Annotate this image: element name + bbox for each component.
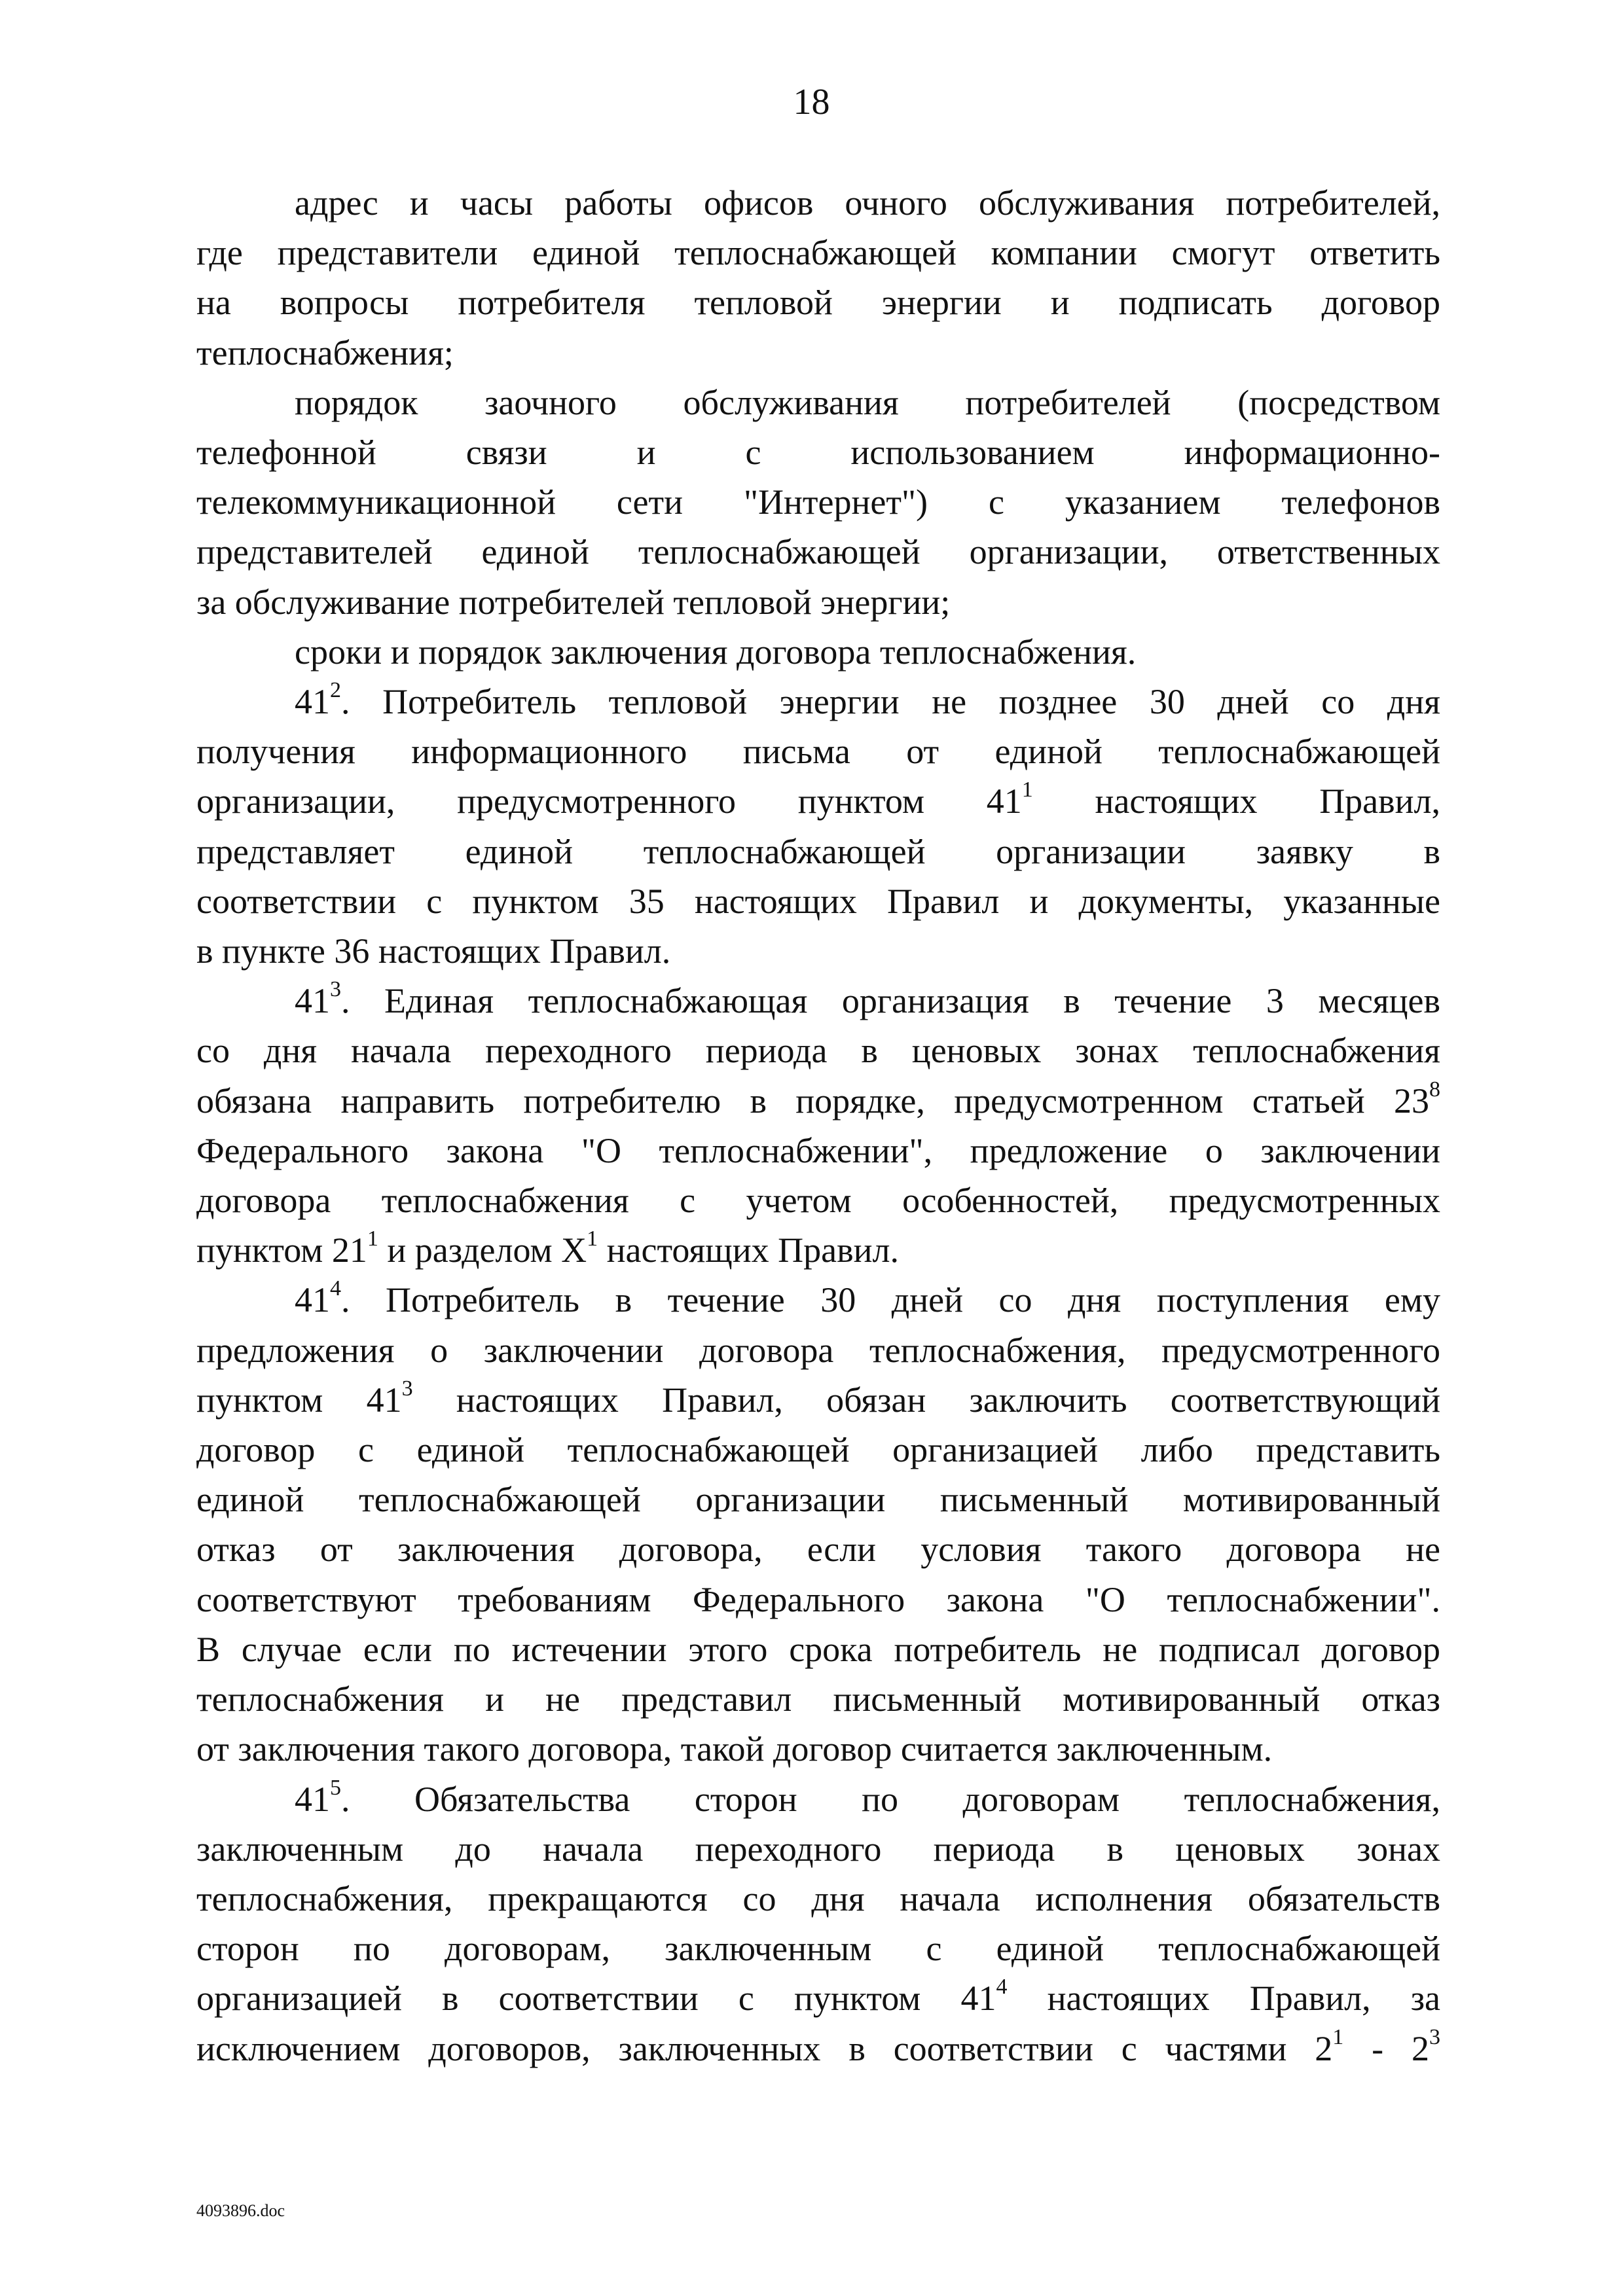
clause-superscript: 2 [330,678,341,703]
text-line [196,976,1440,1026]
text-line [196,2024,1440,2073]
clause-superscript: 3 [330,977,341,1002]
contact-info-paragraph [196,178,1440,378]
superscript: 1 [587,1227,598,1251]
text-line: договор с единой теплоснабжающей организацией либо представить [196,1430,1440,1470]
clause-number: 41 [295,1779,330,1819]
text-line [196,1375,1440,1425]
superscript: 4 [996,1975,1008,2000]
text-line: за обслуживание потребителей тепловой энергии; [196,582,951,622]
text-line: сроки и порядок заключения договора теплоснабжения. [295,632,1137,672]
superscript: 3 [401,1376,413,1401]
text-line [196,1275,1440,1325]
text-line: порядок заочного обслуживания потребителей (посредством [295,382,1440,422]
text-line: на вопросы потребителя тепловой энергии и подписать договор [196,283,1440,323]
text-line: представителей единой теплоснабжающей организации, ответственных [196,532,1440,572]
text-line: в пункте 36 настоящих Правил. [196,931,671,971]
text-line: со дня начала переходного периода в ценовых зонах теплоснабжения [196,1031,1440,1071]
clause-superscript: 5 [330,1775,341,1800]
text-line: представляет единой теплоснабжающей организации заявку в [196,831,1440,871]
text-line [196,776,1440,826]
text-fragment: исключением договоров, заключенных в соответствии с частями 2 [196,2028,1333,2068]
text-line: где представители единой теплоснабжающей компании смогут ответить [196,233,1440,273]
text-line [196,1076,1440,1126]
clause-41-4 [196,1275,1440,1774]
text-line [196,1225,1440,1275]
text-fragment: настоящих Правил, обязан заключить соответствующий [412,1380,1440,1420]
superscript: 1 [1332,2024,1344,2049]
page-number: 18 [793,82,830,122]
text-line: сторон по договорам, заключенным с единой теплоснабжающей [196,1929,1440,1969]
text-fragment: пунктом 21 [196,1230,367,1270]
text-line: получения информационного письма от единой теплоснабжающей [196,732,1440,772]
file-name-footer: 4093896.doc [196,2201,285,2220]
text-fragment: организацией в соответствии с пунктом 41 [196,1979,996,2018]
text-fragment: - 2 [1343,2028,1430,2068]
clause-41-2 [196,677,1440,976]
text-line: теплоснабжения и не представил письменный мотивированный отказ [196,1679,1440,1719]
clause-number: 41 [295,1280,330,1320]
superscript: 8 [1429,1077,1440,1102]
superscript: 3 [1429,2024,1441,2049]
text-line: отказ от заключения договора, если условия такого договора не [196,1530,1440,1570]
remote-service-paragraph [196,378,1440,627]
superscript: 1 [367,1227,378,1251]
text-line: соответствии с пунктом 35 настоящих Правил и документы, указанные [196,881,1440,921]
text-line: единой теплоснабжающей организации письменный мотивированный [196,1480,1440,1520]
clause-41-5 [196,1774,1440,2073]
text-fragment: организации, предусмотренного пунктом 41 [196,781,1022,821]
text-line: предложения о заключении договора теплоснабжения, предусмотренного [196,1330,1440,1370]
text-fragment: настоящих Правил, [1032,781,1440,821]
text-line: В случае если по истечении этого срока потребитель не подписал договор [196,1629,1440,1669]
clause-superscript: 4 [330,1276,341,1301]
clause-number: 41 [295,682,330,722]
text-line: соответствуют требованиям Федерального закона "О теплоснабжении". [196,1579,1440,1619]
text-line: от заключения такого договора, такой договор считается заключенным. [196,1729,1273,1769]
text-line: теплоснабжения, прекращаются со дня начала исполнения обязательств [196,1878,1440,1918]
text-line: телекоммуникационной сети "Интернет") с указанием телефонов [196,482,1440,522]
text-line: заключенным до начала переходного периода в ценовых зонах [196,1829,1440,1869]
text-fragment: пунктом 41 [196,1380,402,1420]
text-line [196,1774,1440,1824]
text-fragment: . Единая теплоснабжающая организация в течение 3 месяцев [341,981,1440,1021]
text-fragment: и разделом X [378,1230,587,1270]
text-line: телефонной связи и с использованием информационно- [196,433,1440,473]
document-body [196,178,1440,2073]
superscript: 1 [1021,778,1033,802]
text-line: договора теплоснабжения с учетом особенностей, предусмотренных [196,1181,1440,1221]
text-line: Федерального закона "О теплоснабжении", предложение о заключении [196,1130,1440,1170]
text-fragment: . Потребитель в течение 30 дней со дня поступления ему [341,1280,1440,1320]
text-line [196,1973,1440,2023]
text-line [196,677,1440,726]
text-line: адрес и часы работы офисов очного обслуживания потребителей, [295,183,1440,223]
text-fragment: обязана направить потребителю в порядке, предусмотренном статьей 23 [196,1081,1429,1121]
text-fragment: настоящих Правил, за [1007,1979,1440,2018]
text-fragment: . Потребитель тепловой энергии не позднее 30 дней со дня [341,682,1440,722]
clause-number: 41 [295,981,330,1021]
contract-terms-paragraph [196,627,1440,677]
text-fragment: настоящих Правил. [598,1230,899,1270]
text-fragment: . Обязательства сторон по договорам теплоснабжения, [341,1779,1440,1819]
text-line: теплоснабжения; [196,332,454,372]
clause-41-3 [196,976,1440,1275]
